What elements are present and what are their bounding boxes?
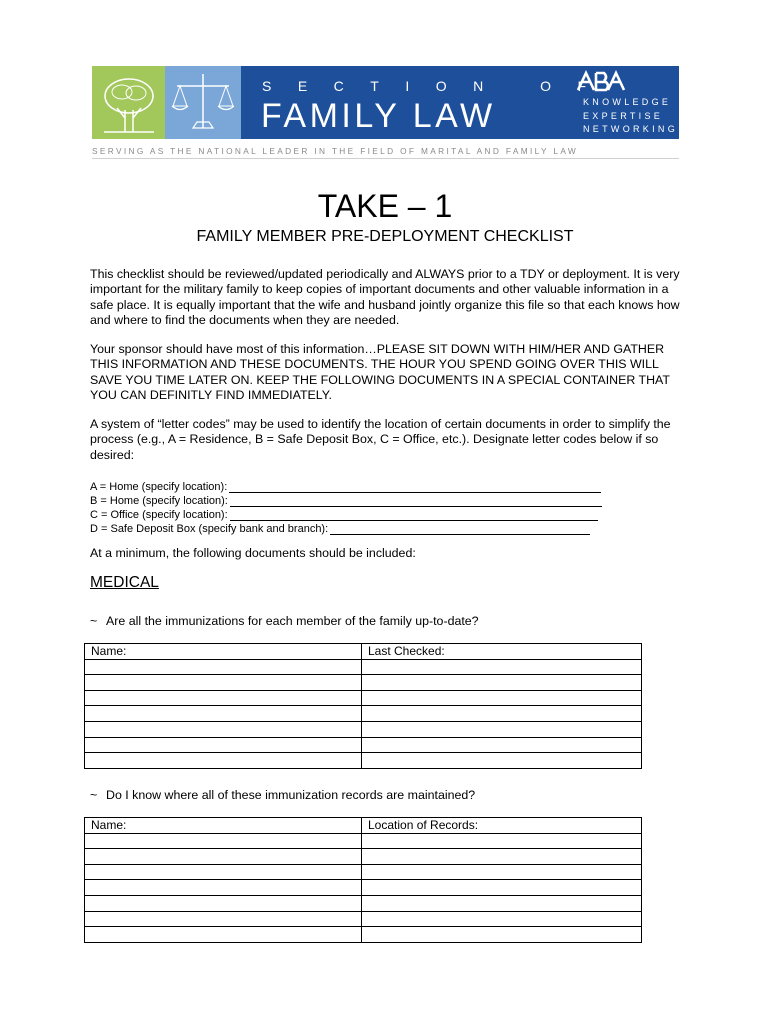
location-code-label: D = Safe Deposit Box (specify bank and branch): bbox=[90, 523, 329, 535]
scales-of-justice-icon bbox=[165, 66, 241, 139]
table-cell[interactable] bbox=[362, 659, 642, 675]
section-banner bbox=[92, 66, 679, 159]
table-row bbox=[85, 737, 642, 753]
location-code-blank[interactable] bbox=[330, 523, 590, 535]
name-column-header: Name: bbox=[85, 818, 362, 834]
table-cell[interactable] bbox=[85, 737, 362, 753]
table-cell[interactable] bbox=[85, 864, 362, 880]
table-row bbox=[85, 721, 642, 737]
table-row bbox=[85, 753, 642, 769]
location-code-d bbox=[90, 521, 650, 535]
ken-knowledge: KNOWLEDGE bbox=[583, 97, 672, 107]
location-code-c bbox=[90, 507, 650, 521]
immunization-question bbox=[90, 614, 479, 628]
table-cell[interactable] bbox=[85, 880, 362, 896]
location-code-label: C = Office (specify location): bbox=[90, 509, 228, 521]
tilde-bullet-icon: ~ bbox=[90, 614, 98, 628]
table-cell[interactable] bbox=[362, 706, 642, 722]
location-code-blank[interactable] bbox=[229, 481, 601, 493]
scales-logo-tile bbox=[165, 66, 241, 139]
question-text: Do I know where all of these immunization records are maintained? bbox=[106, 788, 476, 802]
location-column-header: Location of Records: bbox=[362, 818, 642, 834]
table-row bbox=[85, 864, 642, 880]
location-code-blank[interactable] bbox=[230, 509, 598, 521]
section-of-text: SECTION OF bbox=[262, 78, 613, 94]
location-code-b bbox=[90, 493, 650, 507]
letter-codes-paragraph: A system of “letter codes” may be used to identify the location of certain documents in order to simplify the process (e.g., A = Residence, B = Safe Deposit Box, C = Office, etc.). Designate letter codes below if so desired: bbox=[90, 417, 671, 462]
minimum-docs-text: At a minimum, the following documents should be included: bbox=[90, 546, 416, 560]
table-cell[interactable] bbox=[362, 895, 642, 911]
aba-logo bbox=[576, 70, 626, 92]
location-code-label: A = Home (specify location): bbox=[90, 481, 228, 493]
location-code-label: B = Home (specify location): bbox=[90, 495, 228, 507]
table-cell[interactable] bbox=[85, 753, 362, 769]
table-cell[interactable] bbox=[362, 690, 642, 706]
records-table bbox=[84, 817, 642, 943]
tilde-bullet-icon: ~ bbox=[90, 788, 98, 802]
question-text: Are all the immunizations for each member of the family up-to-date? bbox=[106, 614, 479, 628]
table-cell[interactable] bbox=[85, 911, 362, 927]
table-cell[interactable] bbox=[362, 927, 642, 943]
medical-section-heading bbox=[90, 574, 159, 592]
banner-tagline: SERVING AS THE NATIONAL LEADER IN THE FIELD OF MARITAL AND FAMILY LAW bbox=[92, 146, 579, 156]
table-header-row bbox=[85, 818, 642, 834]
table-row bbox=[85, 833, 642, 849]
location-codes bbox=[90, 479, 650, 535]
records-question bbox=[90, 788, 475, 802]
table-cell[interactable] bbox=[362, 737, 642, 753]
table-row bbox=[85, 880, 642, 896]
table-cell[interactable] bbox=[85, 849, 362, 865]
location-code-blank[interactable] bbox=[230, 495, 602, 507]
immunization-table bbox=[84, 643, 642, 769]
family-law-title: FAMILY LAW bbox=[261, 97, 496, 135]
last-checked-column-header: Last Checked: bbox=[362, 644, 642, 660]
location-code-a bbox=[90, 479, 650, 493]
banner-divider bbox=[92, 158, 679, 159]
table-cell[interactable] bbox=[362, 833, 642, 849]
tree-logo-tile bbox=[92, 66, 165, 139]
table-cell[interactable] bbox=[362, 721, 642, 737]
table-row bbox=[85, 675, 642, 691]
page-title: TAKE – 1 bbox=[317, 188, 453, 224]
table-cell[interactable] bbox=[85, 690, 362, 706]
table-cell[interactable] bbox=[362, 880, 642, 896]
table-row bbox=[85, 659, 642, 675]
table-cell[interactable] bbox=[85, 721, 362, 737]
table-row bbox=[85, 911, 642, 927]
table-cell[interactable] bbox=[85, 659, 362, 675]
table-row bbox=[85, 849, 642, 865]
table-cell[interactable] bbox=[362, 753, 642, 769]
medical-heading-text: MEDICAL bbox=[90, 574, 159, 591]
table-header-row bbox=[85, 644, 642, 660]
name-column-header: Name: bbox=[85, 644, 362, 660]
tree-icon bbox=[92, 66, 165, 139]
table-cell[interactable] bbox=[85, 706, 362, 722]
table-cell[interactable] bbox=[362, 849, 642, 865]
ken-expertise: EXPERTISE bbox=[583, 111, 664, 121]
table-row bbox=[85, 690, 642, 706]
table-cell[interactable] bbox=[85, 675, 362, 691]
table-cell[interactable] bbox=[85, 927, 362, 943]
sponsor-paragraph: Your sponsor should have most of this information…PLEASE SIT DOWN WITH HIM/HER AND GATHER THIS INFORMATION AND THESE DOCUMENTS. THE HOUR YOU SPEND GOING OVER THIS WILL SAVE YOU TIME LATER ON. KEEP THE FOLLOWING DOCUMENTS IN A SPECIAL CONTAINER THAT YOU CAN DEFINITLY FIND IMMEDIATELY. bbox=[90, 342, 670, 402]
table-row bbox=[85, 706, 642, 722]
table-cell[interactable] bbox=[85, 895, 362, 911]
table-cell[interactable] bbox=[362, 911, 642, 927]
table-row bbox=[85, 895, 642, 911]
ken-networking: NETWORKING bbox=[583, 124, 678, 134]
table-row bbox=[85, 927, 642, 943]
checklist-subtitle: FAMILY MEMBER PRE-DEPLOYMENT CHECKLIST bbox=[196, 228, 574, 245]
table-cell[interactable] bbox=[362, 864, 642, 880]
intro-paragraph: This checklist should be reviewed/updated periodically and ALWAYS prior to a TDY or deployment. It is very important for the military family to keep copies of important documents and other valuable information in a safe place. It is equally important that the wife and husband jointly organize this file so that each knows how and where to find the documents when they are needed. bbox=[90, 267, 680, 327]
table-cell[interactable] bbox=[85, 833, 362, 849]
table-cell[interactable] bbox=[362, 675, 642, 691]
